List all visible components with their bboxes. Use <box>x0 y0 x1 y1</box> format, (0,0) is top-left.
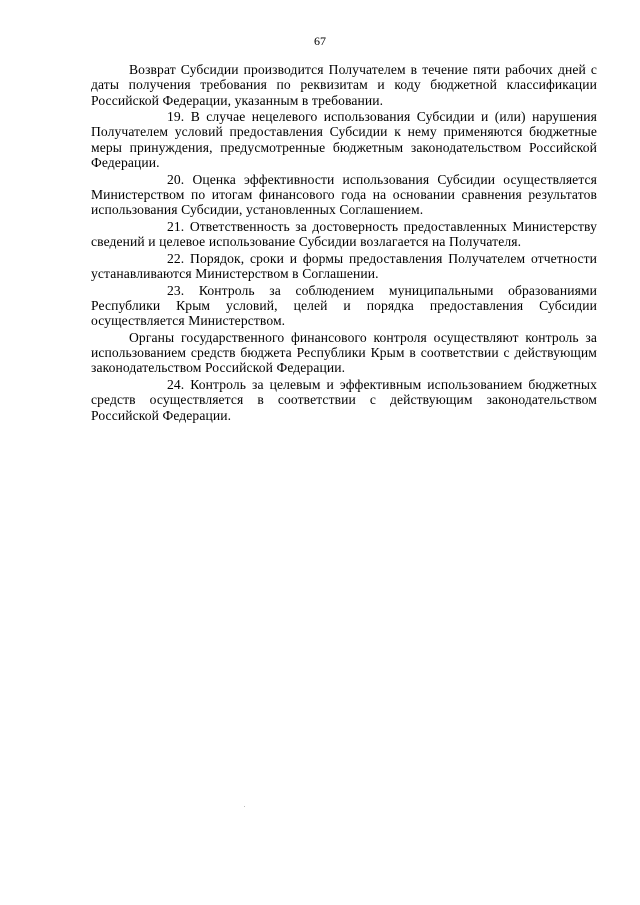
paragraph-23 <box>91 283 597 329</box>
paragraph-number: 21. <box>167 218 185 234</box>
paragraph-21 <box>91 219 597 250</box>
paragraph-text: Возврат Субсидии производится Получателем в течение пяти рабочих дней с даты получения требования по реквизитам и коду бюджетной классификации Российской Федерации, указанным в требовании. <box>91 62 597 108</box>
document-body <box>91 62 597 424</box>
scan-speck <box>244 806 245 807</box>
paragraph-text: Контроль за целевым и эффективным использованием бюджетных средств осуществляется в соответствии с действующим законодательством Российской Федерации. <box>91 377 597 423</box>
paragraph-20 <box>91 172 597 218</box>
paragraph-text: Органы государственного финансового контроля осуществляют контроль за использованием средств бюджета Республики Крым в соответствии с действующим законодательством Российской Федерации. <box>91 329 597 376</box>
paragraph-text: Оценка эффективности использования Субсидии осуществляется Министерством по итогам финансового года на основании сравнения результатов использования Субсидии, установленных Соглашением. <box>91 171 598 218</box>
paragraph-19 <box>91 109 597 170</box>
paragraph-financial-control <box>91 330 597 376</box>
paragraph-number: 20. <box>167 171 185 187</box>
paragraph-refund <box>91 62 597 108</box>
paragraph-text: В случае нецелевого использования Субсидии и (или) нарушения Получателем условий предоставления Субсидии к нему применяются бюджетные меры принуждения, предусмотренные бюджетным законодательством Российской Федерации. <box>91 109 597 171</box>
paragraph-number: 22. <box>167 250 185 266</box>
paragraph-number: 24. <box>167 377 185 393</box>
paragraph-text: Порядок, сроки и формы предоставления Получателем отчетности устанавливаются Министерством в Соглашении. <box>91 250 597 282</box>
paragraph-text: Ответственность за достоверность предоставленных Министерству сведений и целевое использование Субсидии возлагается на Получателя. <box>91 218 597 250</box>
paragraph-number: 19. <box>167 109 185 125</box>
page-number: 67 <box>314 34 326 48</box>
paragraph-number: 23. <box>167 282 185 298</box>
paragraph-24 <box>91 377 597 423</box>
paragraph-22 <box>91 251 597 282</box>
paragraph-text: Контроль за соблюдением муниципальными образованиями Республики Крым условий, целей и порядка предоставления Субсидии осуществляется Министерством. <box>91 282 597 329</box>
